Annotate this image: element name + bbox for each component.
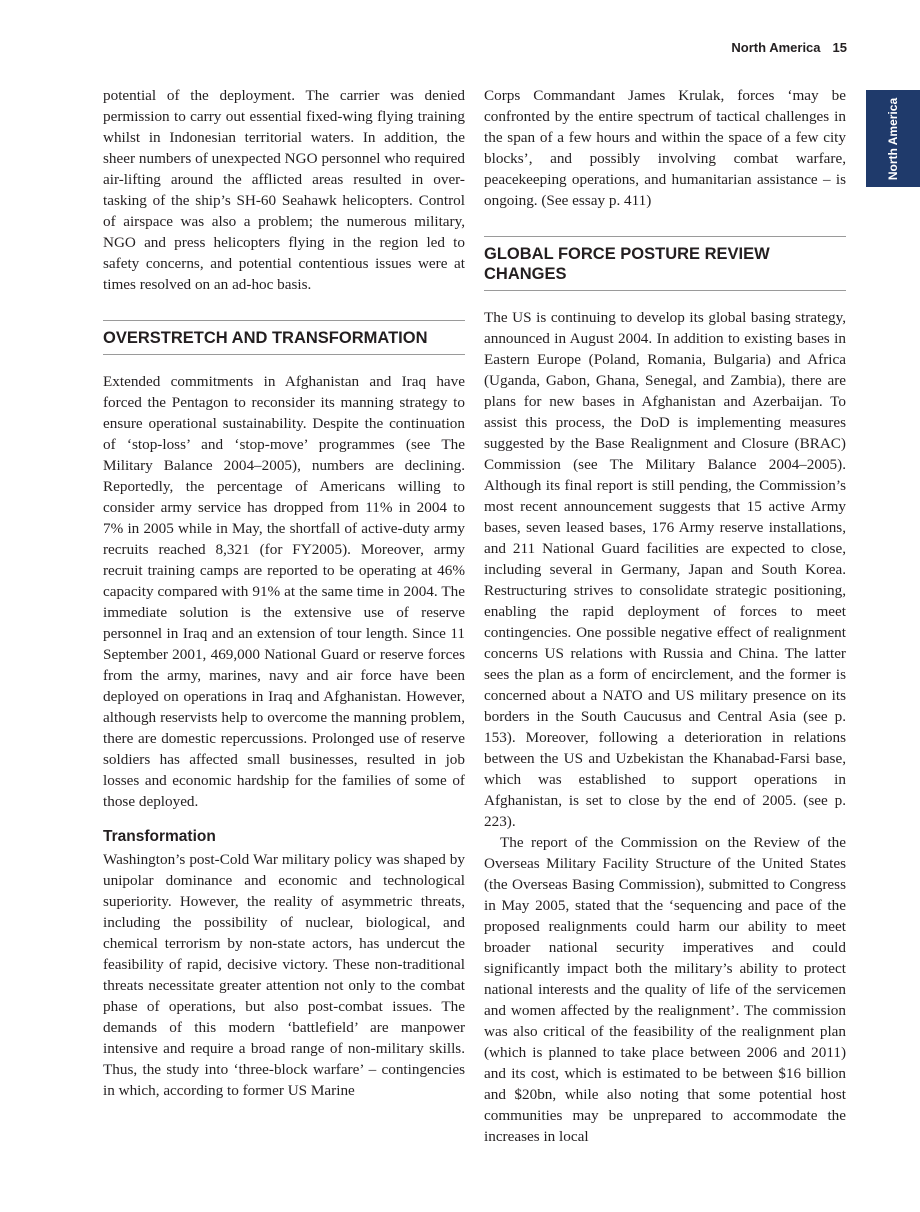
left-column: [103, 85, 465, 1101]
section-heading: OVERSTRETCH AND TRANSFORMATION: [103, 320, 465, 355]
body-paragraph: Corps Commandant James Krulak, forces ‘may be confronted by the entire spectrum of tactical challenges in the span of a few hours and within the space of a few city blocks’, and possibly involving combat warfare, peacekeeping operations, and humanitarian assistance – is ongoing. (See essay p. 411): [484, 87, 846, 209]
body-paragraph: Extended commitments in Afghanistan and Iraq have forced the Pentagon to reconsider its manning strategy to ensure operational sustainability. Despite the continuation of ‘stop-loss’ and ‘stop-move’ programmes (see The Military Balance 2004–2005), numbers are declining. Reportedly, the percentage of Americans willing to consider army service has dropped from 11% in 2004 to 7% in 2005 while in May, the shortfall of active-duty army recruits reached 8,321 (for FY2005). Moreover, army recruit training camps are reported to be operating at 46% capacity compared with 91% at the same time in 2004. The immediate solution is the extensive use of reserve personnel in Iraq and an extension of tour length. Since 11 September 2001, 469,000 National Guard or reserve forces from the army, marines, navy and air force have been deployed on operations in Iraq and Afghanistan. However, although reservists help to overcome the manning problem, there are domestic repercussions. Prolonged use of reserve soldiers has affected small businesses, resulted in job losses and economic hardship for the families of some of those deployed.: [103, 373, 465, 810]
subheading: Transformation: [103, 828, 216, 845]
running-header: [731, 40, 847, 55]
side-tab-label: North America: [886, 97, 900, 180]
body-paragraph: The US is continuing to develop its global basing strategy, announced in August 2004. In addition to existing bases in Eastern Europe (Poland, Romania, Bulgaria) and Africa (Uganda, Gabon, Ghana, Senegal, and Zambia), there are plans for new bases in Afghanistan and Azerbaijan. To assist this process, the DoD is implementing measures suggested by the Base Realignment and Closure (BRAC) Commission (see The Military Balance 2004–2005). Although its final report is still pending, the Commission’s most recent announcement suggests that 15 active Army bases, seven leased bases, 176 Army reserve installations, and 211 National Guard facilities are expected to close, including several in Germany, Japan and South Korea. Restructuring strives to consolidate strategic positioning, enabling the rapid deployment of forces to meet contingencies. One possible negative effect of realignment concerns US relations with Russia and China. The latter sees the plan as a form of encirclement, and the former is concerned about a NATO and US military presence on its borders in the South Caucusus and Central Asia (see p. 153). Moreover, following a deterioration in relations between the US and Uzbekistan the Khanabad-Farsi base, which was established to support operations in Afghanistan, is set to close by the end of 2005. (see p. 223).: [484, 309, 846, 830]
body-paragraph: potential of the deployment. The carrier was denied permission to carry out essential fixed-wing flying training whilst in Indonesian territorial waters. In addition, the sheer numbers of unexpected NGO personnel who required air-lifting around the afflicted areas resulted in over-tasking of the ship’s SH-60 Seahawk helicopters. Control of airspace was also a problem; the numerous military, NGO and press helicopters flying in the region led to safety concerns, and potential contentious issues were at times resolved on an ad-hoc basis.: [103, 87, 465, 293]
side-tab: [866, 90, 920, 187]
section-heading: GLOBAL FORCE POSTURE REVIEW CHANGES: [484, 236, 846, 291]
body-paragraph: Washington’s post-Cold War military policy was shaped by unipolar dominance and economic and technological superiority. However, the reality of asymmetric threats, including the possibility of nuclear, biological, and chemical terrorism by non-state actors, has undercut the feasibility of rapid, decisive victory. These non-traditional threats necessitate greater attention not only to the combat phase of operations, but also post-combat issues. The demands of this modern ‘battlefield’ are manpower intensive and require a broad range of non-military skills. Thus, the study into ‘three-block warfare’ – contingencies in which, according to former US Marine: [103, 851, 465, 1099]
header-section-title: North America: [731, 40, 821, 55]
right-column: [484, 85, 846, 1147]
body-paragraph: The report of the Commission on the Review of the Overseas Military Facility Structure of the United States (the Overseas Basing Commission), submitted to Congress in May 2005, stated that the ‘sequencing and pace of the proposed realignments could harm our ability to meet broader national security imperatives and could significantly impact both the military’s ability to protect national interests and the quality of life of the servicemen and women affected by the realignment’. The commission was also critical of the feasibility of the realignment plan (which is planned to take place between 2006 and 2011) and its cost, which is estimated to be between $16 billion and $20bn, while also noting that some potential host communities may be unprepared to accommodate the increases in local: [484, 834, 846, 1145]
page-number: 15: [832, 40, 847, 55]
